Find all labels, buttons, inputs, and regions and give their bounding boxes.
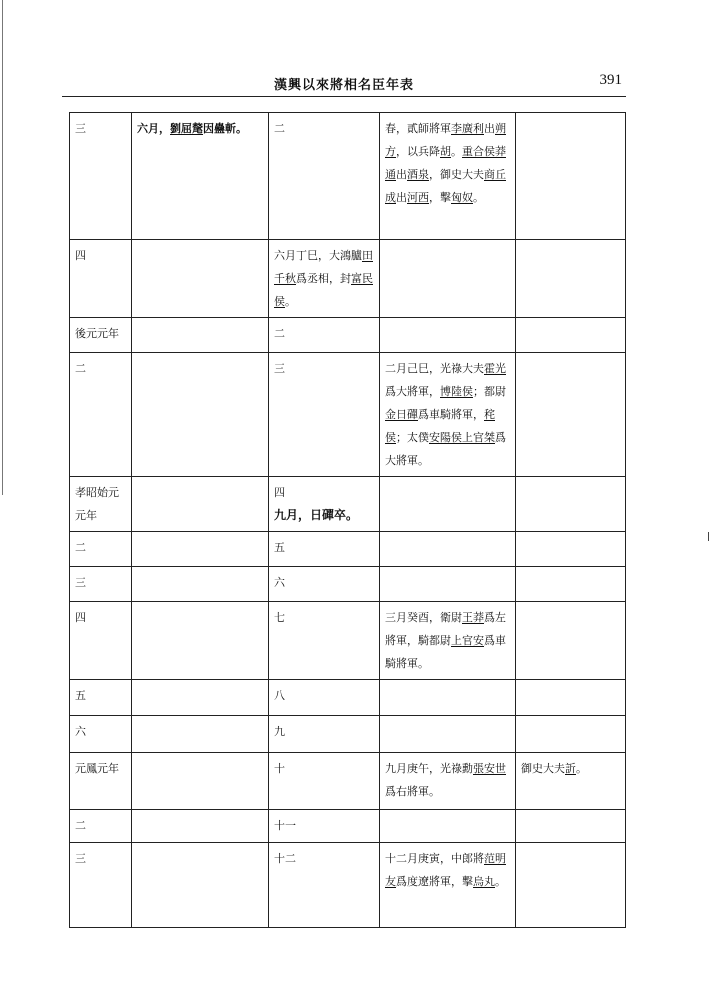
table-row <box>70 532 626 567</box>
table-row <box>70 113 626 240</box>
events-cell <box>132 753 269 810</box>
text-segment: 爲車騎將軍。 <box>385 634 506 670</box>
underlined-name: 王莽 <box>462 611 484 624</box>
chancellor-cell <box>269 240 380 318</box>
text-segment: 爲度遼將軍，擊 <box>396 875 473 888</box>
underlined-name: 富民侯 <box>274 272 373 308</box>
text-segment: 爲右將軍。 <box>385 785 440 798</box>
table-row <box>70 680 626 716</box>
underlined-name: 秺侯 <box>385 408 495 444</box>
events-cell <box>132 532 269 567</box>
underlined-name: 匈奴 <box>451 191 473 204</box>
general-cell <box>380 353 516 477</box>
table-row <box>70 716 626 753</box>
year-cell: 孝昭始元元年 <box>70 477 132 532</box>
censor-cell <box>516 353 626 477</box>
censor-cell <box>516 477 626 532</box>
general-cell <box>380 716 516 753</box>
chancellor-cell <box>269 810 380 843</box>
text-segment: 爲左將軍，騎都尉 <box>385 611 506 647</box>
chronology-table-body <box>70 113 626 928</box>
text-segment: 爲丞相，封 <box>296 272 351 285</box>
chancellor-cell <box>269 532 380 567</box>
text-segment: 九月庚午，光祿勳 <box>385 762 473 775</box>
underlined-name: 朔方 <box>385 122 506 158</box>
page-header <box>62 70 626 97</box>
year-cell: 四 <box>70 602 132 680</box>
text-segment: 御史大夫 <box>521 762 565 775</box>
chancellor-cell <box>269 716 380 753</box>
text-segment: 十一 <box>274 819 296 832</box>
text-segment: 九 <box>274 725 285 738</box>
year-cell: 六 <box>70 716 132 753</box>
text-segment: 三月癸酉，衛尉 <box>385 611 462 624</box>
text-segment: 出 <box>396 191 407 204</box>
chancellor-cell <box>269 680 380 716</box>
censor-cell <box>516 843 626 928</box>
underlined-name: 博陸侯 <box>440 385 473 398</box>
text-segment: 春，貳師將軍 <box>385 122 451 135</box>
events-cell <box>132 567 269 602</box>
text-segment: 爲車騎將軍， <box>418 408 484 421</box>
bold-text: 九月，日磾卒。 <box>274 508 359 522</box>
censor-cell <box>516 113 626 240</box>
underlined-name: 金日磾 <box>385 408 418 421</box>
chancellor-cell <box>269 113 380 240</box>
text-segment: 六月丁巳，大鴻臚 <box>274 249 362 262</box>
year-cell: 三 <box>70 113 132 240</box>
events-cell <box>132 113 269 240</box>
censor-cell <box>516 567 626 602</box>
underlined-name: 上官桀 <box>462 431 495 444</box>
underlined-name: 酒泉 <box>407 168 429 181</box>
left-margin-line <box>2 0 3 495</box>
text-segment: 。 <box>495 875 506 888</box>
underlined-name: 安陽侯 <box>429 431 462 444</box>
censor-cell <box>516 716 626 753</box>
text-segment: 五 <box>274 541 285 554</box>
chancellor-cell <box>269 753 380 810</box>
events-cell <box>132 318 269 353</box>
events-cell <box>132 716 269 753</box>
chronology-table <box>69 112 626 928</box>
chancellor-cell <box>269 353 380 477</box>
year-cell: 三 <box>70 567 132 602</box>
page-number: 391 <box>599 72 622 88</box>
chancellor-cell <box>269 602 380 680</box>
text-segment: 二 <box>274 327 285 340</box>
general-cell <box>380 240 516 318</box>
censor-cell <box>516 318 626 353</box>
underlined-name: 上官安 <box>451 634 484 647</box>
text-segment: 出 <box>484 122 495 135</box>
text-segment: 七 <box>274 611 285 624</box>
general-cell <box>380 113 516 240</box>
text-segment: 八 <box>274 689 285 702</box>
underlined-name: 河西 <box>407 191 429 204</box>
table-row <box>70 810 626 843</box>
general-cell <box>380 318 516 353</box>
text-segment: ，擊 <box>429 191 451 204</box>
text-segment: 。 <box>285 295 296 308</box>
events-cell <box>132 602 269 680</box>
underlined-name: 商丘成 <box>385 168 506 204</box>
underlined-name: 莽通 <box>385 145 506 181</box>
general-cell <box>380 680 516 716</box>
general-cell <box>380 753 516 810</box>
text-segment: ，御史大夫 <box>429 168 484 181</box>
events-cell <box>132 477 269 532</box>
events-cell <box>132 843 269 928</box>
underlined-name: 劉屈氂 <box>170 122 203 135</box>
text-segment: 出 <box>396 168 407 181</box>
text-segment: 十 <box>274 762 285 775</box>
year-cell: 四 <box>70 240 132 318</box>
censor-cell <box>516 753 626 810</box>
text-segment: 十二月庚寅，中郎將 <box>385 852 484 865</box>
text-segment: 六月， <box>137 122 170 135</box>
year-cell: 二 <box>70 532 132 567</box>
underlined-name: 霍光 <box>484 362 506 375</box>
general-cell <box>380 567 516 602</box>
underlined-name: 重合 <box>462 145 484 158</box>
year-cell: 五 <box>70 680 132 716</box>
table-row <box>70 602 626 680</box>
text-segment: 十二 <box>274 852 296 865</box>
text-segment: 。 <box>451 145 462 158</box>
events-cell <box>132 810 269 843</box>
general-cell <box>380 810 516 843</box>
text-segment: 二 <box>274 122 285 135</box>
text-segment: ；太僕 <box>396 431 429 444</box>
text-segment: 六 <box>274 576 285 589</box>
underlined-name: 訢 <box>565 762 576 775</box>
chancellor-cell <box>269 567 380 602</box>
text-segment: 四 <box>274 486 285 499</box>
year-cell: 二 <box>70 353 132 477</box>
censor-cell <box>516 532 626 567</box>
censor-cell <box>516 602 626 680</box>
censor-cell <box>516 680 626 716</box>
table-row <box>70 353 626 477</box>
text-segment: 。 <box>576 762 587 775</box>
general-cell <box>380 602 516 680</box>
text-segment: 爲大將軍， <box>385 385 440 398</box>
edge-mark <box>708 532 709 541</box>
year-cell: 元鳳元年 <box>70 753 132 810</box>
year-cell: 二 <box>70 810 132 843</box>
underlined-name: 侯 <box>484 145 495 158</box>
text-segment: ；都尉 <box>473 385 506 398</box>
censor-cell <box>516 810 626 843</box>
chancellor-cell <box>269 843 380 928</box>
year-cell: 後元元年 <box>70 318 132 353</box>
general-cell <box>380 477 516 532</box>
underlined-name: 李廣利 <box>451 122 484 135</box>
table-row <box>70 753 626 810</box>
page-title: 漢興以來將相名臣年表 <box>273 78 414 93</box>
underlined-name: 胡 <box>440 145 451 158</box>
underlined-name: 田千秋 <box>274 249 373 285</box>
table-row <box>70 567 626 602</box>
general-cell <box>380 532 516 567</box>
text-segment: 二月己巳，光祿大夫 <box>385 362 484 375</box>
events-cell <box>132 680 269 716</box>
table-row <box>70 843 626 928</box>
text-segment: 爲大將軍。 <box>385 431 506 467</box>
chancellor-cell <box>269 477 380 532</box>
censor-cell <box>516 240 626 318</box>
text-segment: 。 <box>473 191 484 204</box>
table-row <box>70 318 626 353</box>
underlined-name: 范明友 <box>385 852 506 888</box>
table-row <box>70 240 626 318</box>
events-cell <box>132 240 269 318</box>
underlined-name: 烏丸 <box>473 875 495 888</box>
text-segment: ，以兵降 <box>396 145 440 158</box>
text-segment: 三 <box>274 362 285 375</box>
table-row <box>70 477 626 532</box>
underlined-name: 張安世 <box>473 762 506 775</box>
year-cell: 三 <box>70 843 132 928</box>
chancellor-cell <box>269 318 380 353</box>
general-cell <box>380 843 516 928</box>
text-segment: 因蠱斬。 <box>203 122 247 135</box>
events-cell <box>132 353 269 477</box>
